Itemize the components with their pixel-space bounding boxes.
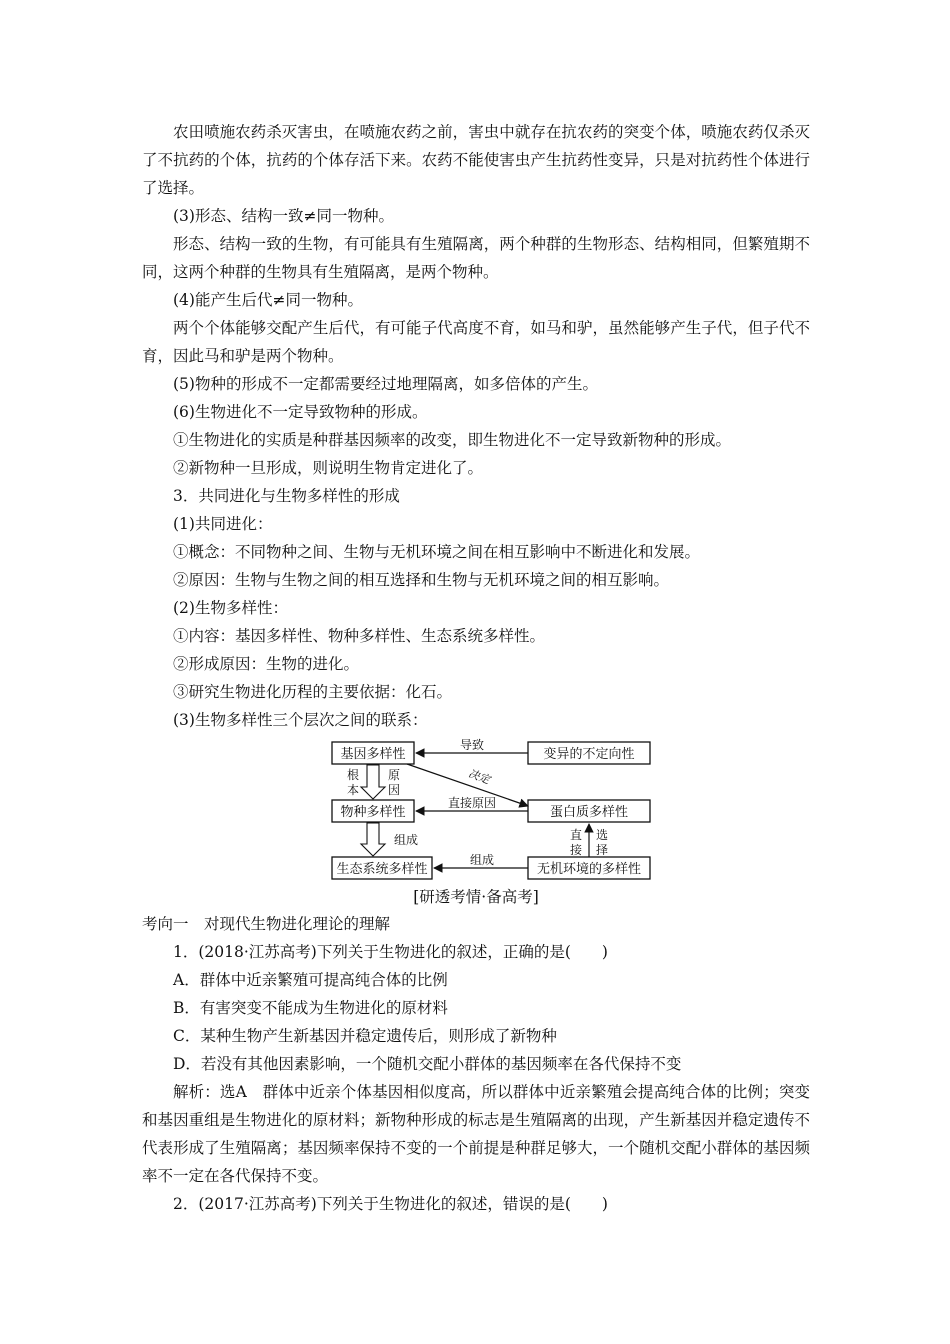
label-decide: 决定 (466, 766, 492, 787)
box-variation-label: 变异的不定向性 (543, 747, 635, 762)
label-reason-a: 原 (387, 768, 401, 782)
q1-option-a: A．群体中近亲繁殖可提高纯合体的比例 (173, 971, 448, 989)
point-6-item-1: ①生物进化的实质是种群基因频率的改变，即生物进化不一定导致新物种的形成。 (173, 431, 732, 449)
label-select-a: 选 (595, 828, 609, 842)
box-species-diversity-label: 物种多样性 (340, 805, 406, 820)
hollow-arrow-species-to-ecosystem (361, 823, 385, 856)
hollow-arrow-gene-to-species (361, 765, 385, 799)
label-compose-2: 组成 (469, 853, 495, 867)
paragraph-pesticide: 农田喷施农药杀灭害虫，在喷施农药之前，害虫中就存在抗农药的突变个体，喷施农药仅杀灭了不抗药的个体，抗药的个体存活下来。农药不能使害虫产生抗药性变异，只是对抗药性个体进行了选择。 (142, 123, 810, 197)
label-cause: 导致 (459, 738, 485, 752)
biodiversity-content: ①内容：基因多样性、物种多样性、生态系统多样性。 (173, 627, 546, 645)
box-environment-diversity-label: 无机环境的多样性 (536, 862, 642, 877)
q1-option-b: B．有害突变不能成为生物进化的原材料 (173, 999, 448, 1017)
section-3-heading: 3．共同进化与生物多样性的形成 (173, 487, 400, 505)
coevolution-heading: (1)共同进化： (173, 515, 273, 533)
box-ecosystem-diversity-label: 生态系统多样性 (336, 862, 428, 877)
label-direct-b: 接 (569, 843, 583, 857)
coevolution-reason: ②原因：生物与生物之间的相互选择和生物与无机环境之间的相互影响。 (173, 571, 670, 589)
box-gene-diversity-label: 基因多样性 (340, 747, 406, 762)
point-3-heading: (3)形态、结构一致≠同一物种。 (173, 207, 394, 225)
label-root-b: 本 (346, 783, 360, 797)
q1-stem: 1．(2018·江苏高考)下列关于生物进化的叙述，正确的是( ) (173, 943, 608, 961)
section-caption: [研透考情·备高考] (413, 888, 539, 906)
paragraph-offspring: 两个个体能够交配产生后代，有可能子代高度不育，如马和驴，虽然能够产生子代，但子代不育，因此马和驴是两个物种。 (142, 319, 810, 365)
q1-option-c: C．某种生物产生新基因并稳定遗传后，则形成了新物种 (173, 1027, 557, 1045)
q1-analysis: 解析：选A 群体中近亲个体基因相似度高，所以群体中近亲繁殖会提高纯合体的比例；突变和基因重组是生物进化的原材料；新物种形成的标志是生殖隔离的出现，产生新基因并稳定遗传不代表形成了生殖隔离；基因频率保持不变的一个前提是种群足够大，一个随机交配小群体的基因频率不一定在各代保持不变。 (142, 1083, 810, 1185)
paragraph-morphology: 形态、结构一致的生物，有可能具有生殖隔离，两个种群的生物形态、结构相同，但繁殖期不同，这两个种群的生物具有生殖隔离，是两个物种。 (142, 235, 810, 281)
diagram-svg (142, 738, 810, 884)
biodiversity-relation-heading: (3)生物多样性三个层次之间的联系： (173, 711, 428, 729)
label-direct-cause: 直接原因 (447, 796, 497, 810)
label-root-a: 根 (346, 768, 360, 782)
point-6-heading: (6)生物进化不一定导致物种的形成。 (173, 403, 428, 421)
biodiversity-cause: ②形成原因：生物的进化。 (173, 655, 360, 673)
biodiversity-diagram (142, 738, 810, 884)
coevolution-concept: ①概念：不同物种之间、生物与无机环境之间在相互影响中不断进化和发展。 (173, 543, 701, 561)
q1-option-d: D．若没有其他因素影响，一个随机交配小群体的基因频率在各代保持不变 (173, 1055, 682, 1073)
point-6-item-2: ②新物种一旦形成，则说明生物肯定进化了。 (173, 459, 484, 477)
biodiversity-heading: (2)生物多样性： (173, 599, 288, 617)
point-5: (5)物种的形成不一定都需要经过地理隔离，如多倍体的产生。 (173, 375, 598, 393)
label-direct-a: 直 (569, 828, 583, 842)
section-title: 考向一 对现代生物进化理论的理解 (142, 915, 391, 933)
document-page (142, 118, 810, 1218)
label-select-b: 择 (595, 843, 609, 857)
q2-stem: 2．(2017·江苏高考)下列关于生物进化的叙述，错误的是( ) (173, 1195, 608, 1213)
label-compose-1: 组成 (393, 833, 419, 847)
point-4-heading: (4)能产生后代≠同一物种。 (173, 291, 363, 309)
box-protein-diversity-label: 蛋白质多样性 (549, 805, 629, 820)
biodiversity-evidence: ③研究生物进化历程的主要依据：化石。 (173, 683, 453, 701)
label-reason-b: 因 (387, 783, 401, 797)
